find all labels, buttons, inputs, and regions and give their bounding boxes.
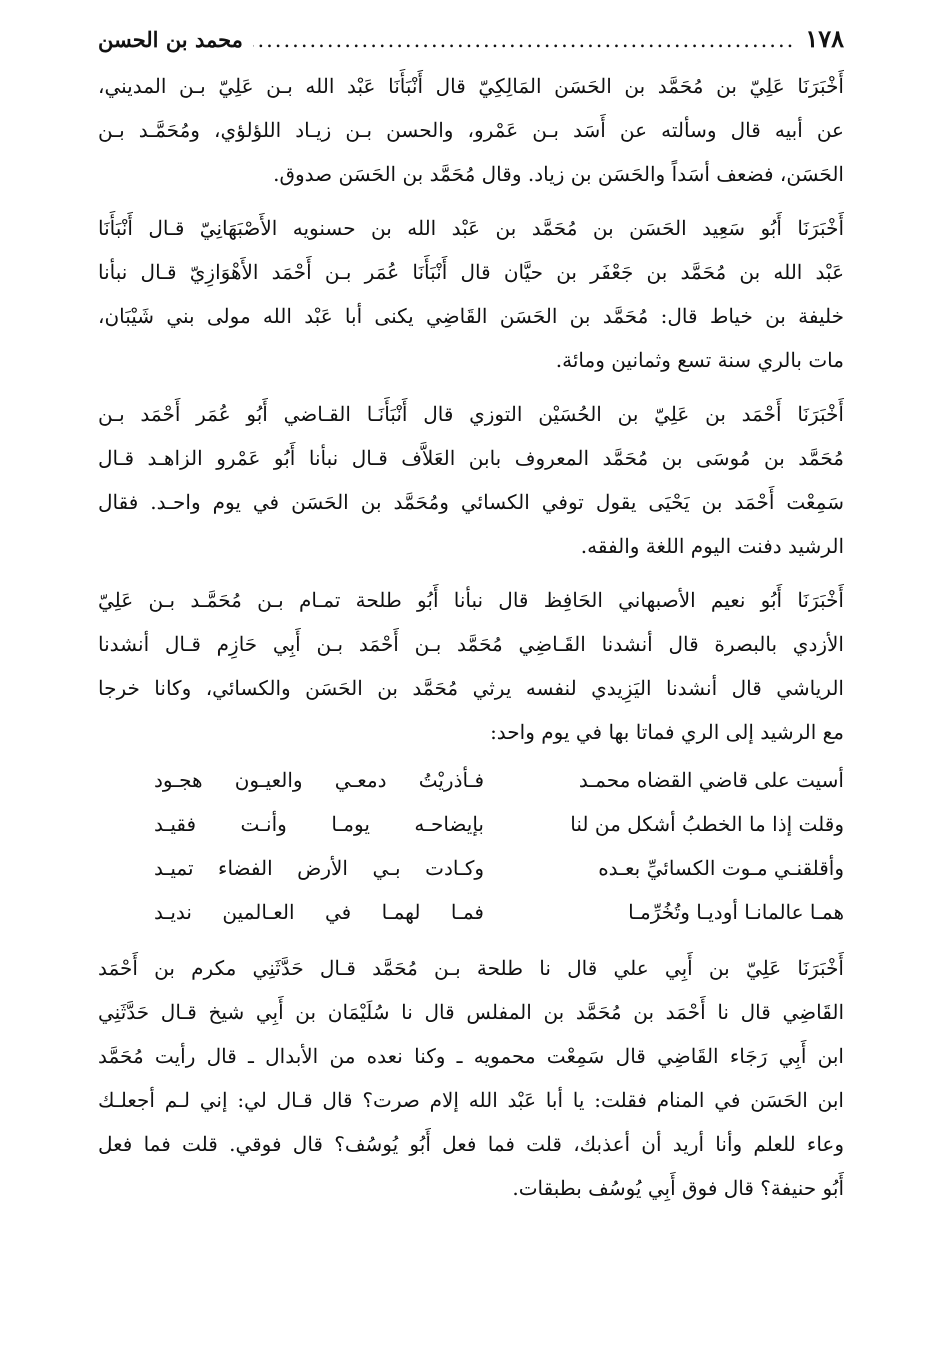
text-line: أَخْبَرَنَا أَبُو نعيم الأصبهاني الحَافِظ قال نبأنا أَبُو طلحة تمـام بـن مُحَمَّـد بـن عَلِيّ — [98, 588, 844, 612]
poem-verse — [98, 890, 844, 934]
page-number: ١٧٨ — [805, 24, 844, 53]
verse-second-hemistich: وكـادت بـي الأرض الفضاء تميـد — [154, 856, 484, 880]
text-line: مع الرشيد إلى الري فماتا بها في يوم واحد: — [490, 720, 844, 744]
poem-verse — [98, 802, 844, 846]
verse-first-hemistich: أسيت على قاضي القضاه محمـد — [578, 768, 844, 792]
header-leader-dots — [253, 28, 795, 52]
running-header — [98, 24, 844, 64]
text-line: الأزدي بالبصرة قال أنشدنا القَـاضِي مُحَمَّد بـن أَحْمَد بـن أَبِي حَازِم قـال أنشدنا — [98, 632, 844, 656]
text-line: أَبُو حنيفة؟ قال فوق أَبِي يُوسُف بطبقات. — [512, 1176, 844, 1200]
paragraph-5 — [98, 946, 844, 1210]
book-page — [98, 24, 844, 1220]
text-line: سَمِعْت أَحْمَد بن يَحْيَى يقول توفي الكسائي ومُحَمَّد بن الحَسَن في يوم واحـد. فقال — [98, 490, 844, 514]
running-title: محمد بن الحسن — [98, 27, 243, 52]
text-line: ابن الحَسَن في المنام فقلت: يا أبا عَبْد الله إلام صرت؟ قال قـال لي: إني لـم أجعلـك — [98, 1088, 844, 1112]
paragraph-3 — [98, 392, 844, 568]
paragraph-4 — [98, 578, 844, 754]
paragraph-2 — [98, 206, 844, 382]
verse-second-hemistich: بإيضاحـه يومـا وأنـت فقيـد — [154, 812, 484, 836]
verse-first-hemistich: همـا عالمانـا أوديـا وتُخُرِّمـا — [628, 900, 844, 924]
text-line: الرشيد دفنت اليوم اللغة والفقه. — [580, 534, 844, 558]
text-line: عَبْد الله بن مُحَمَّد بن جَعْفَر بن حيَّان قال أَنْبَأَنَا عُمَر بـن أَحْمَد الأَهْوَازِيّ قـال نبأنا — [98, 260, 844, 284]
text-line: خليفة بن خياط قال: مُحَمَّد بن الحَسَن القَاضِي يكنى أبا عَبْد الله مولى بني شَيْبَان، — [98, 304, 844, 328]
text-line: أَخْبَرَنَا عَلِيّ بن أَبِي علي قال نا طلحة بـن مُحَمَّد قـال حَدَّثَنِي مكرم بن أَحْمَد — [98, 956, 844, 980]
verse-second-hemistich: فمـا لهمـا في العـالمين نديـد — [154, 900, 484, 924]
text-line: أَخْبَرَنَا عَلِيّ بن مُحَمَّد بن الحَسَن المَالِكِيّ قال أَنْبَأَنَا عَبْد الله بـن عَلِيّ بـن المديني، — [98, 74, 844, 98]
verse-first-hemistich: وقلت إذا ما الخطبُ أشكل من لنا — [570, 812, 844, 836]
text-line: أَخْبَرَنَا أَبُو سَعِيد الحَسَن بن مُحَمَّد بن عَبْد الله بن حسنويه الأَصْبَهَانِيّ قـال أَنْبَأَنَا — [98, 216, 844, 240]
text-line: الحَسَن، فضعف أسَداً والحَسَن بن زياد. وقال مُحَمَّد بن الحَسَن صدوق. — [273, 162, 844, 186]
text-line: مات بالري سنة تسع وثمانين ومائة. — [555, 348, 844, 372]
verse-first-hemistich: وأقلقنـي مـوت الكسائيِّ بعـده — [598, 856, 844, 880]
poem-verse — [98, 846, 844, 890]
text-line: عن أبيه قال وسألته عن أَسَد بـن عَمْرو، والحسن بـن زيـاد اللؤلؤي، ومُحَمَّـد بـن — [98, 118, 844, 142]
paragraph-1 — [98, 64, 844, 196]
text-line: مُحَمَّد بن مُوسَى بن مُحَمَّد المعروف بابن العَلاَّف قـال نبأنا أَبُو عَمْرو الزاهـد قـال — [98, 446, 844, 470]
text-line: أَخْبَرَنَا أَحْمَد بن عَلِيّ بن الحُسَيْن التوزي قال أَنْبَأَنَـا القـاضي أَبُو عُمَر أَحْمَد بـن — [98, 402, 844, 426]
text-line: القَاضِي قال نا أَحْمَد بن مُحَمَّد بن المفلس قال نا سُلَيْمَان بن أَبِي شيخ قـال حَدَّثَنِي — [98, 1000, 844, 1024]
text-line: ابن أَبِي رَجَاء القَاضِي قال سَمِعْت محمويه ـ وكنا نعده من الأبدال ـ قال رأيت مُحَمَّد — [98, 1044, 844, 1068]
poem — [98, 758, 844, 934]
verse-second-hemistich: فـأذريْتُ دمعـي والعيـون هجـود — [154, 768, 484, 792]
text-line: وعاء للعلم وأنا أريد أن أعذبك، قلت فما فعل أَبُو يُوسُف؟ قال فوقي. قلت فما فعل — [98, 1132, 844, 1156]
poem-verse — [98, 758, 844, 802]
text-line: الرياشي قال أنشدنا اليَزِيدي لنفسه يرثي مُحَمَّد بن الحَسَن والكسائي، وكانا خرجا — [98, 676, 844, 700]
